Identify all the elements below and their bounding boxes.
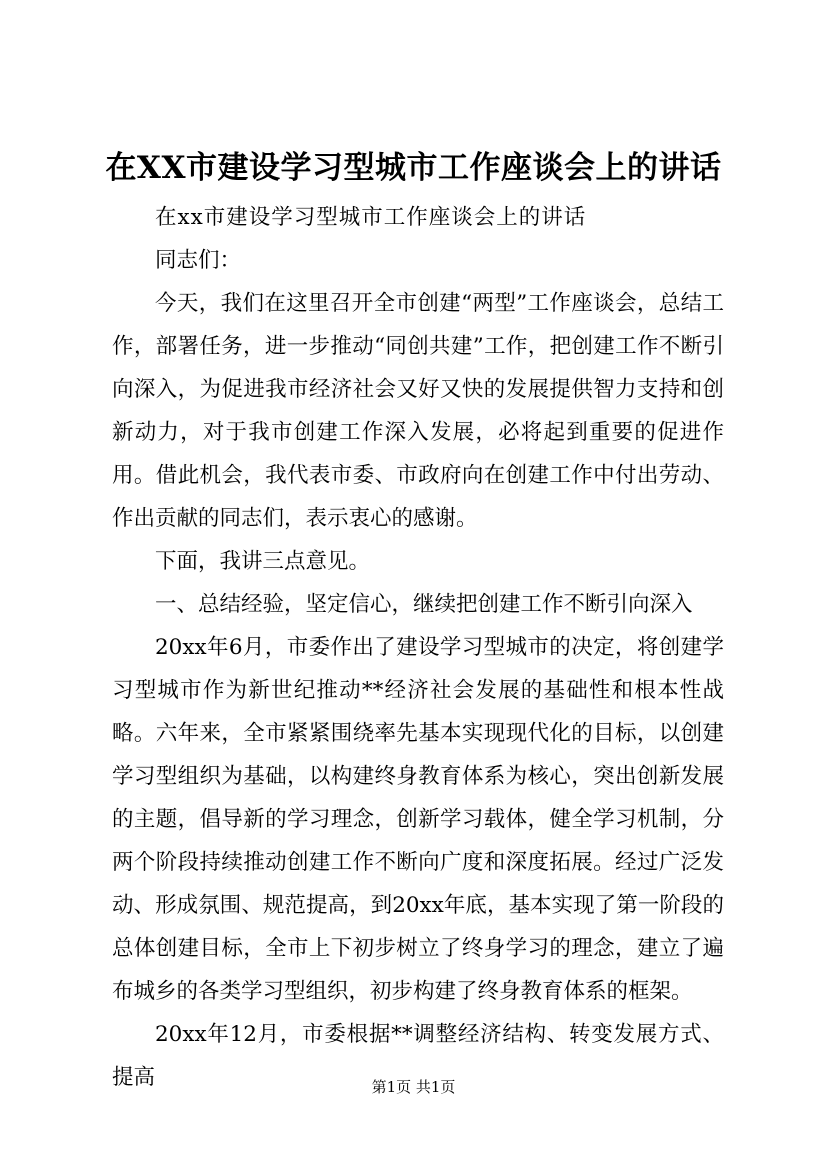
salutation-paragraph: 同志们： xyxy=(155,248,242,273)
body-paragraph: 下面，我讲三点意见。 xyxy=(155,549,371,574)
section-heading: 一、总结经验，坚定信心，继续把创建工作不断引向深入 xyxy=(155,592,693,617)
document-body xyxy=(112,196,724,1099)
document-title: 在XX市建设学习型城市工作座谈会上的讲话 xyxy=(105,150,722,186)
body-paragraph: 今天，我们在这里召开全市创建“两型”工作座谈会，总结工作，部署任务，进一步推动“同创共建”工作，把创建工作不断引向深入，为促进我市经济社会又好又快的发展提供智力支持和创新动力，对于我市创建工作深入发展，必将起到重要的促进作用。借此机会，我代表市委、市政府向在创建工作中付出劳动、作出贡献的同志们，表示衷心的感谢。 xyxy=(112,291,724,531)
page-footer: 第1页 共1页 xyxy=(371,1078,456,1096)
body-paragraph: 20xx年6月，市委作出了建设学习型城市的决定，将创建学习型城市作为新世纪推动**经济社会发展的基础性和根本性战略。六年来，全市紧紧围绕率先基本实现现代化的目标，以创建学习型组织为基础，以构建终身教育体系为核心，突出创新发展的主题，倡导新的学习理念，创新学习载体，健全学习机制，分两个阶段持续推动创建工作不断向广度和深度拓展。经过广泛发动、形成氛围、规范提高，到20xx年底，基本实现了第一阶段的总体创建目标，全市上下初步树立了终身学习的理念，建立了遍布城乡的各类学习型组织，初步构建了终身教育体系的框架。 xyxy=(112,635,724,1004)
subtitle-paragraph: 在xx市建设学习型城市工作座谈会上的讲话 xyxy=(155,205,587,230)
body-paragraph: 20xx年12月，市委根据**调整经济结构、转变发展方式、提高 xyxy=(112,1022,724,1090)
